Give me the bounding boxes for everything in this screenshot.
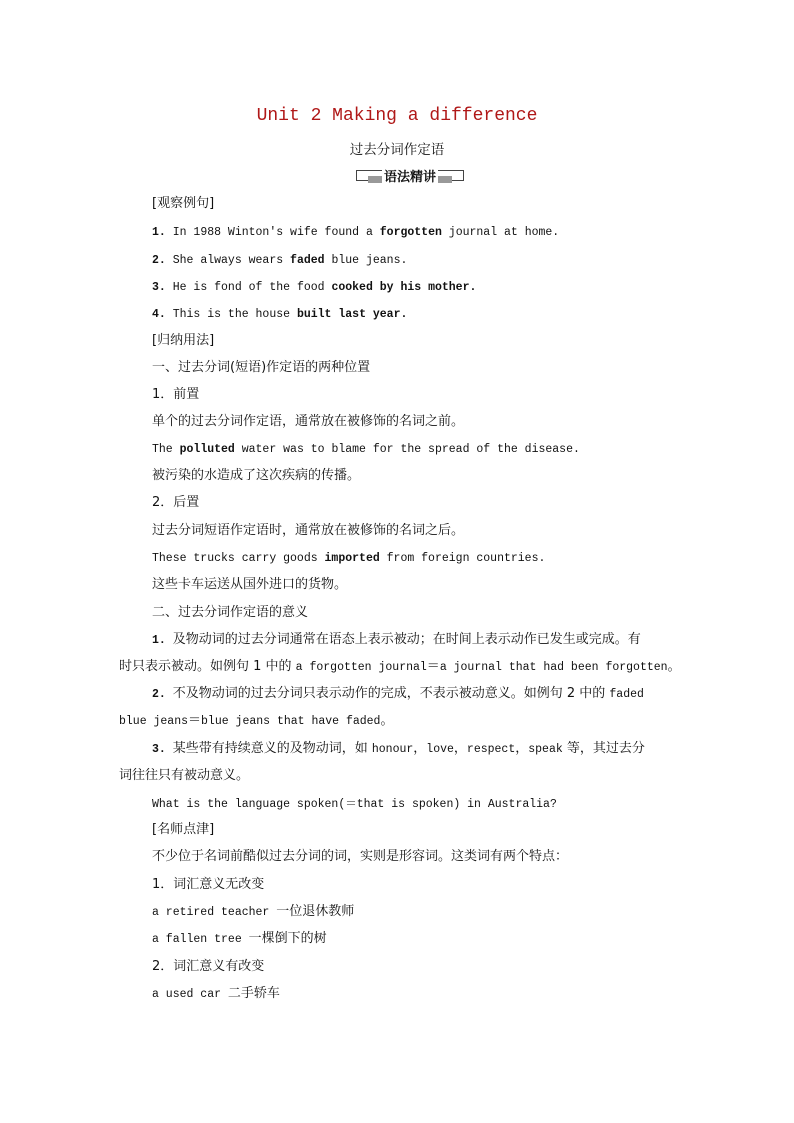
text-line bbox=[152, 986, 280, 1003]
text-segment: 二、过去分词作定语的意义 bbox=[152, 605, 309, 620]
bold-text: cooked by his mother. bbox=[331, 281, 477, 294]
bold-text: polluted bbox=[179, 443, 235, 456]
text-segment: honour bbox=[371, 743, 414, 756]
text-segment: journal at home. bbox=[441, 226, 560, 239]
text-segment: The bbox=[152, 443, 180, 456]
text-line bbox=[152, 822, 214, 838]
text-segment: 二手轿车 bbox=[227, 986, 280, 1001]
text-segment: blue jeans bbox=[119, 715, 189, 728]
text-segment: respect bbox=[466, 743, 516, 756]
text-line bbox=[152, 224, 559, 241]
text-segment: faded bbox=[609, 688, 644, 701]
text-segment: 。 bbox=[380, 713, 394, 728]
text-line bbox=[152, 550, 545, 567]
text-segment: 被污染的水造成了这次疾病的传播。 bbox=[152, 468, 361, 483]
text-segment: from foreign countries. bbox=[379, 552, 546, 565]
text-segment: blue jeans. bbox=[324, 254, 408, 267]
text-segment: 2．词汇意义有改变 bbox=[152, 959, 265, 974]
bold-text: 3. bbox=[152, 743, 173, 756]
text-segment: He is fond of the food bbox=[172, 281, 332, 294]
text-segment: 。 bbox=[667, 659, 681, 674]
text-segment: [归纳用法] bbox=[152, 333, 215, 348]
text-segment: This is the house bbox=[172, 308, 297, 321]
bold-text: 4. bbox=[152, 308, 173, 321]
text-line bbox=[152, 468, 360, 484]
bold-text: faded bbox=[290, 254, 325, 267]
text-line bbox=[152, 495, 199, 511]
section-banner bbox=[356, 167, 464, 184]
text-line bbox=[152, 252, 407, 269]
bold-text: 3. bbox=[152, 281, 173, 294]
text-segment: 某些带有持续意义的及物动词，如 bbox=[172, 741, 372, 756]
text-segment: ＝ bbox=[426, 659, 440, 674]
text-segment: She always wears bbox=[172, 254, 291, 267]
text-segment: 1．前置 bbox=[152, 387, 200, 402]
text-segment: 一位退休教师 bbox=[276, 904, 355, 919]
text-line bbox=[152, 849, 568, 865]
text-line bbox=[152, 796, 557, 813]
text-segment: 及物动词的过去分词通常在语态上表示被动；在时间上表示动作已发生或完成。有 bbox=[172, 632, 641, 647]
text-segment: a used car bbox=[152, 988, 228, 1001]
text-line bbox=[152, 387, 199, 403]
text-segment: 不少位于名词前酷似过去分词的词，实则是形容词。这类词有两个特点： bbox=[152, 849, 569, 864]
text-line bbox=[152, 605, 308, 621]
text-line bbox=[152, 904, 354, 921]
text-segment: 过去分词短语作定语时，通常放在被修饰的名词之后。 bbox=[152, 523, 465, 538]
text-segment: 一棵倒下的树 bbox=[248, 931, 327, 946]
text-line bbox=[119, 768, 249, 784]
text-segment: water was to blame for the spread of the disease. bbox=[234, 443, 580, 456]
text-segment: ， bbox=[515, 741, 529, 756]
text-segment: 一、过去分词(短语)作定语的两种位置 bbox=[152, 360, 371, 375]
unit-title: Unit 2 Making a difference bbox=[256, 106, 538, 126]
text-line bbox=[152, 279, 476, 296]
text-line bbox=[152, 333, 214, 349]
text-segment: ＝ bbox=[188, 713, 202, 728]
text-segment: love bbox=[426, 743, 454, 756]
text-segment: 等，其过去分 bbox=[562, 741, 645, 756]
text-line bbox=[152, 632, 641, 649]
text-segment: 不及物动词的过去分词只表示动作的完成，不表示被动意义。如例句 2 中的 bbox=[172, 686, 610, 701]
text-line bbox=[152, 360, 370, 376]
text-line bbox=[152, 877, 264, 893]
text-line bbox=[119, 659, 681, 676]
banner-label: 语法精讲 bbox=[383, 170, 436, 185]
text-segment: 1．词汇意义无改变 bbox=[152, 877, 265, 892]
text-segment: a journal that had been forgotten bbox=[439, 661, 668, 674]
text-segment: a forgotten journal bbox=[295, 661, 427, 674]
text-line bbox=[152, 577, 347, 593]
text-segment: 词往往只有被动意义。 bbox=[119, 768, 250, 783]
text-line bbox=[119, 713, 393, 730]
text-line bbox=[152, 441, 580, 458]
text-segment: 2．后置 bbox=[152, 495, 200, 510]
bold-text: 1. bbox=[152, 634, 173, 647]
text-line bbox=[152, 523, 464, 539]
text-segment: ， bbox=[413, 741, 427, 756]
text-line bbox=[152, 686, 644, 703]
text-segment: ， bbox=[453, 741, 467, 756]
text-segment: [观察例句] bbox=[152, 196, 215, 211]
text-line bbox=[152, 741, 645, 758]
text-segment: [名师点津] bbox=[152, 822, 215, 837]
text-segment: 这些卡车运送从国外进口的货物。 bbox=[152, 577, 348, 592]
bold-text: 2. bbox=[152, 254, 173, 267]
text-line bbox=[152, 931, 327, 948]
text-segment: speak bbox=[528, 743, 563, 756]
bold-text: imported bbox=[324, 552, 380, 565]
text-segment: 时只表示被动。如例句 1 中的 bbox=[119, 659, 296, 674]
bold-text: 2. bbox=[152, 688, 173, 701]
text-segment: a fallen tree bbox=[152, 933, 249, 946]
text-segment: blue jeans that have faded bbox=[201, 715, 381, 728]
text-segment: 单个的过去分词作定语，通常放在被修饰的名词之前。 bbox=[152, 414, 465, 429]
bold-text: 1. bbox=[152, 226, 173, 239]
bold-text: forgotten bbox=[379, 226, 442, 239]
text-line bbox=[152, 306, 407, 323]
text-segment: These trucks carry goods bbox=[152, 552, 325, 565]
text-segment: What is the language spoken(＝that is spoken) in Australia? bbox=[152, 798, 557, 811]
topic-subtitle: 过去分词作定语 bbox=[349, 142, 445, 158]
text-segment: a retired teacher bbox=[152, 906, 277, 919]
text-line bbox=[152, 196, 214, 212]
text-line bbox=[152, 414, 464, 430]
text-line bbox=[152, 959, 264, 975]
text-segment: In 1988 Winton's wife found a bbox=[172, 226, 380, 239]
bold-text: built last year. bbox=[296, 308, 408, 321]
